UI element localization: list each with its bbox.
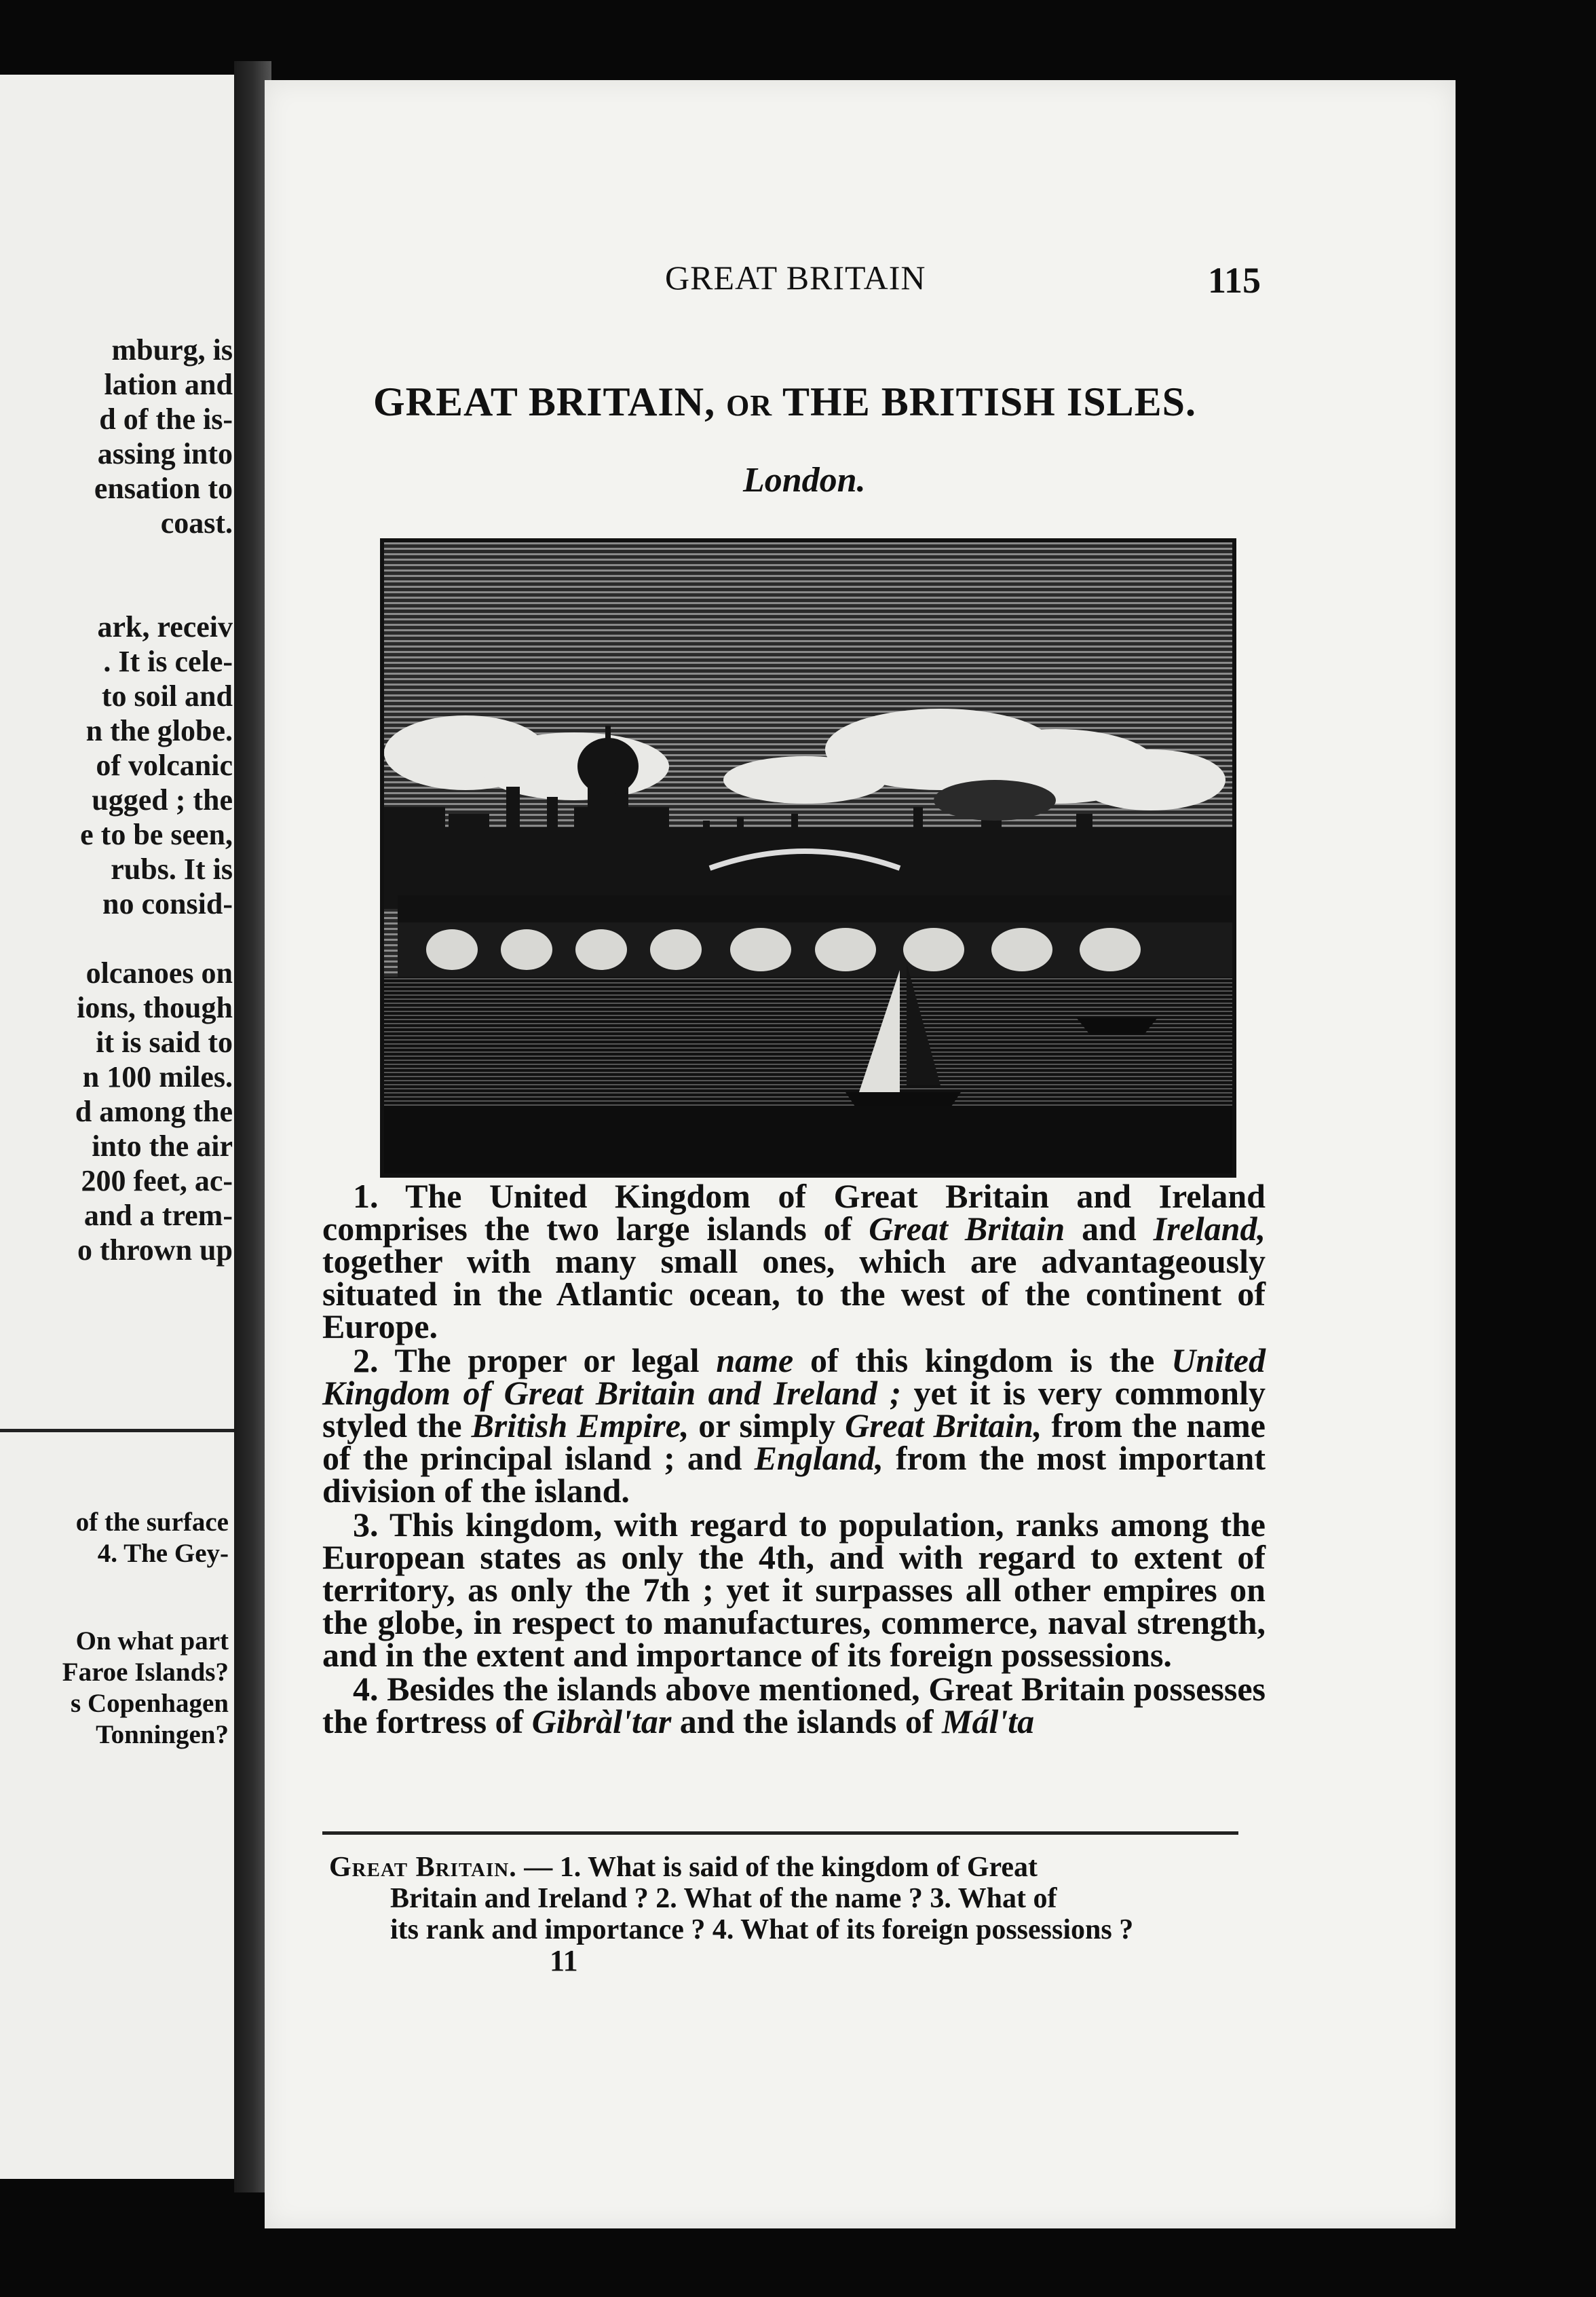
illustration-caption: London.: [743, 461, 866, 500]
left-page-line-1: lation and: [104, 368, 233, 401]
title-or: OR: [726, 389, 773, 422]
p2-text-e: yet it is very commonly styled the: [322, 1374, 1266, 1444]
p2-italic-great-britain: Great Britain,: [845, 1406, 1042, 1444]
p1-italic-ireland: Ireland,: [1153, 1210, 1266, 1248]
p2-italic-british-empire: British Empire,: [471, 1406, 689, 1444]
p2-text-k: from the most important division of the island.: [322, 1439, 1266, 1510]
left-page-line-0: mburg, is: [111, 333, 233, 367]
left-page-line-16: no consid-: [102, 887, 233, 920]
left-page-line-10: to soil and: [101, 679, 233, 713]
left-page-line-7: [75, 575, 233, 610]
p2-italic-united-kingdom: United Kingdom of Great Britain and Ireland ;: [322, 1341, 1266, 1412]
left-page-line-19: ions, though: [77, 991, 233, 1024]
running-head: GREAT BRITAIN: [665, 259, 926, 297]
footnote-line-2: Britain and Ireland ? 2. What of the name ? 3. What of: [390, 1883, 1057, 1914]
left-question-line-b-0: On what part: [75, 1626, 229, 1656]
engraving-london-bridge-icon: [380, 538, 1236, 1178]
left-page-line-13: ugged ; the: [92, 783, 233, 817]
paragraph-3: 3. This kingdom, with regard to population, ranks among the European states as only the 4th, and with regard to extent of territory, as only the 7th ; yet it surpasses all other empires on the globe, in respect to manufactures, commerce, naval strength, and in the extent and importance of its foreign possessions.: [322, 1506, 1266, 1674]
p4-text-c: and the islands of: [671, 1702, 943, 1740]
left-facing-page: [0, 75, 245, 2179]
book-page: [265, 80, 1456, 2228]
left-page-line-14: e to be seen,: [80, 818, 233, 851]
left-page-line-2: d of the is-: [99, 403, 233, 436]
footnote-line-1: [329, 1852, 1232, 1883]
title-rest: THE BRITISH ISLES.: [782, 379, 1196, 424]
left-page-line-12: of volcanic: [96, 749, 233, 782]
footnote-lead: Great Britain.: [329, 1852, 517, 1883]
paragraph-4: [322, 1670, 1266, 1740]
left-page-line-17: [75, 921, 233, 956]
left-page-line-24: 200 feet, ac-: [81, 1164, 233, 1197]
left-page-line-9: . It is cele-: [103, 645, 233, 678]
left-page-line-15: rubs. It is: [111, 853, 233, 886]
p1-text-c: and: [1065, 1210, 1154, 1248]
left-page-line-25: and a trem-: [83, 1199, 233, 1232]
footnote-line-3: its rank and importance ? 4. What of its foreign possessions ?: [390, 1914, 1134, 1945]
left-page-questions-1: [76, 1507, 229, 1569]
paragraph-1: [322, 1177, 1266, 1345]
left-question-line-0: of the surface: [75, 1508, 229, 1537]
left-question-line-b-2: s Copenhagen: [71, 1689, 229, 1718]
p2-text-i: from the name of the principal island ; and: [322, 1406, 1266, 1477]
footnote-line1-text: — 1. What is said of the kingdom of Great: [516, 1852, 1038, 1883]
p2-italic-england: England,: [754, 1439, 884, 1477]
p4-italic-malta: Mál'ta: [942, 1702, 1035, 1740]
left-page-line-21: n 100 miles.: [82, 1060, 233, 1094]
title-main: GREAT BRITAIN,: [373, 379, 716, 424]
paragraph-2: [322, 1341, 1266, 1510]
page-number: 115: [1208, 260, 1261, 301]
p2-italic-name: name: [716, 1341, 794, 1379]
left-page-rule: [0, 1429, 241, 1432]
p4-text-a: 4. Besides the islands above mentioned, Great Britain possesses the fortress of: [322, 1670, 1266, 1740]
p4-italic-gibraltar: Gibràl'tar: [531, 1702, 672, 1740]
p1-text-a: 1. The United Kingdom of Great Britain and Ireland comprises the two large islands of: [322, 1177, 1266, 1248]
p1-text-e: together with many small ones, which are advantageously situated in the Atlantic ocean, to the west of the continent of Europe.: [322, 1242, 1266, 1345]
p1-italic-great-britain: Great Britain: [869, 1210, 1065, 1248]
footnote-questions: [329, 1852, 1232, 1945]
left-page-line-20: it is said to: [96, 1026, 233, 1059]
left-question-line-1: 4. The Gey-: [97, 1539, 229, 1568]
left-page-line-18: olcanoes on: [86, 956, 233, 990]
left-question-line-b-3: Tonningen?: [96, 1720, 229, 1749]
p2-text-g: or simply: [689, 1406, 846, 1444]
chapter-title: [373, 379, 1255, 426]
left-page-line-6: [75, 540, 233, 575]
left-page-line-23: into the air: [92, 1129, 233, 1163]
left-page-line-5: coast.: [160, 506, 233, 540]
p2-text-c: of this kingdom is the: [793, 1341, 1172, 1379]
left-page-line-3: assing into: [97, 437, 233, 470]
left-page-line-22: d among the: [75, 1095, 233, 1128]
left-page-line-26: o thrown up: [77, 1233, 233, 1267]
left-question-line-b-1: Faroe Islands?: [62, 1658, 229, 1687]
left-page-line-11: n the globe.: [86, 714, 233, 747]
footnote-rule: [322, 1831, 1238, 1835]
p2-text-a: 2. The proper or legal: [353, 1341, 717, 1379]
left-page-line-4: ensation to: [94, 472, 233, 505]
left-page-questions-2: [62, 1626, 229, 1751]
body-text: [322, 1177, 1266, 1740]
signature-mark: 11: [550, 1944, 578, 1977]
left-page-line-8: ark, receiv: [97, 610, 233, 643]
left-page-text-column: [75, 333, 233, 1267]
